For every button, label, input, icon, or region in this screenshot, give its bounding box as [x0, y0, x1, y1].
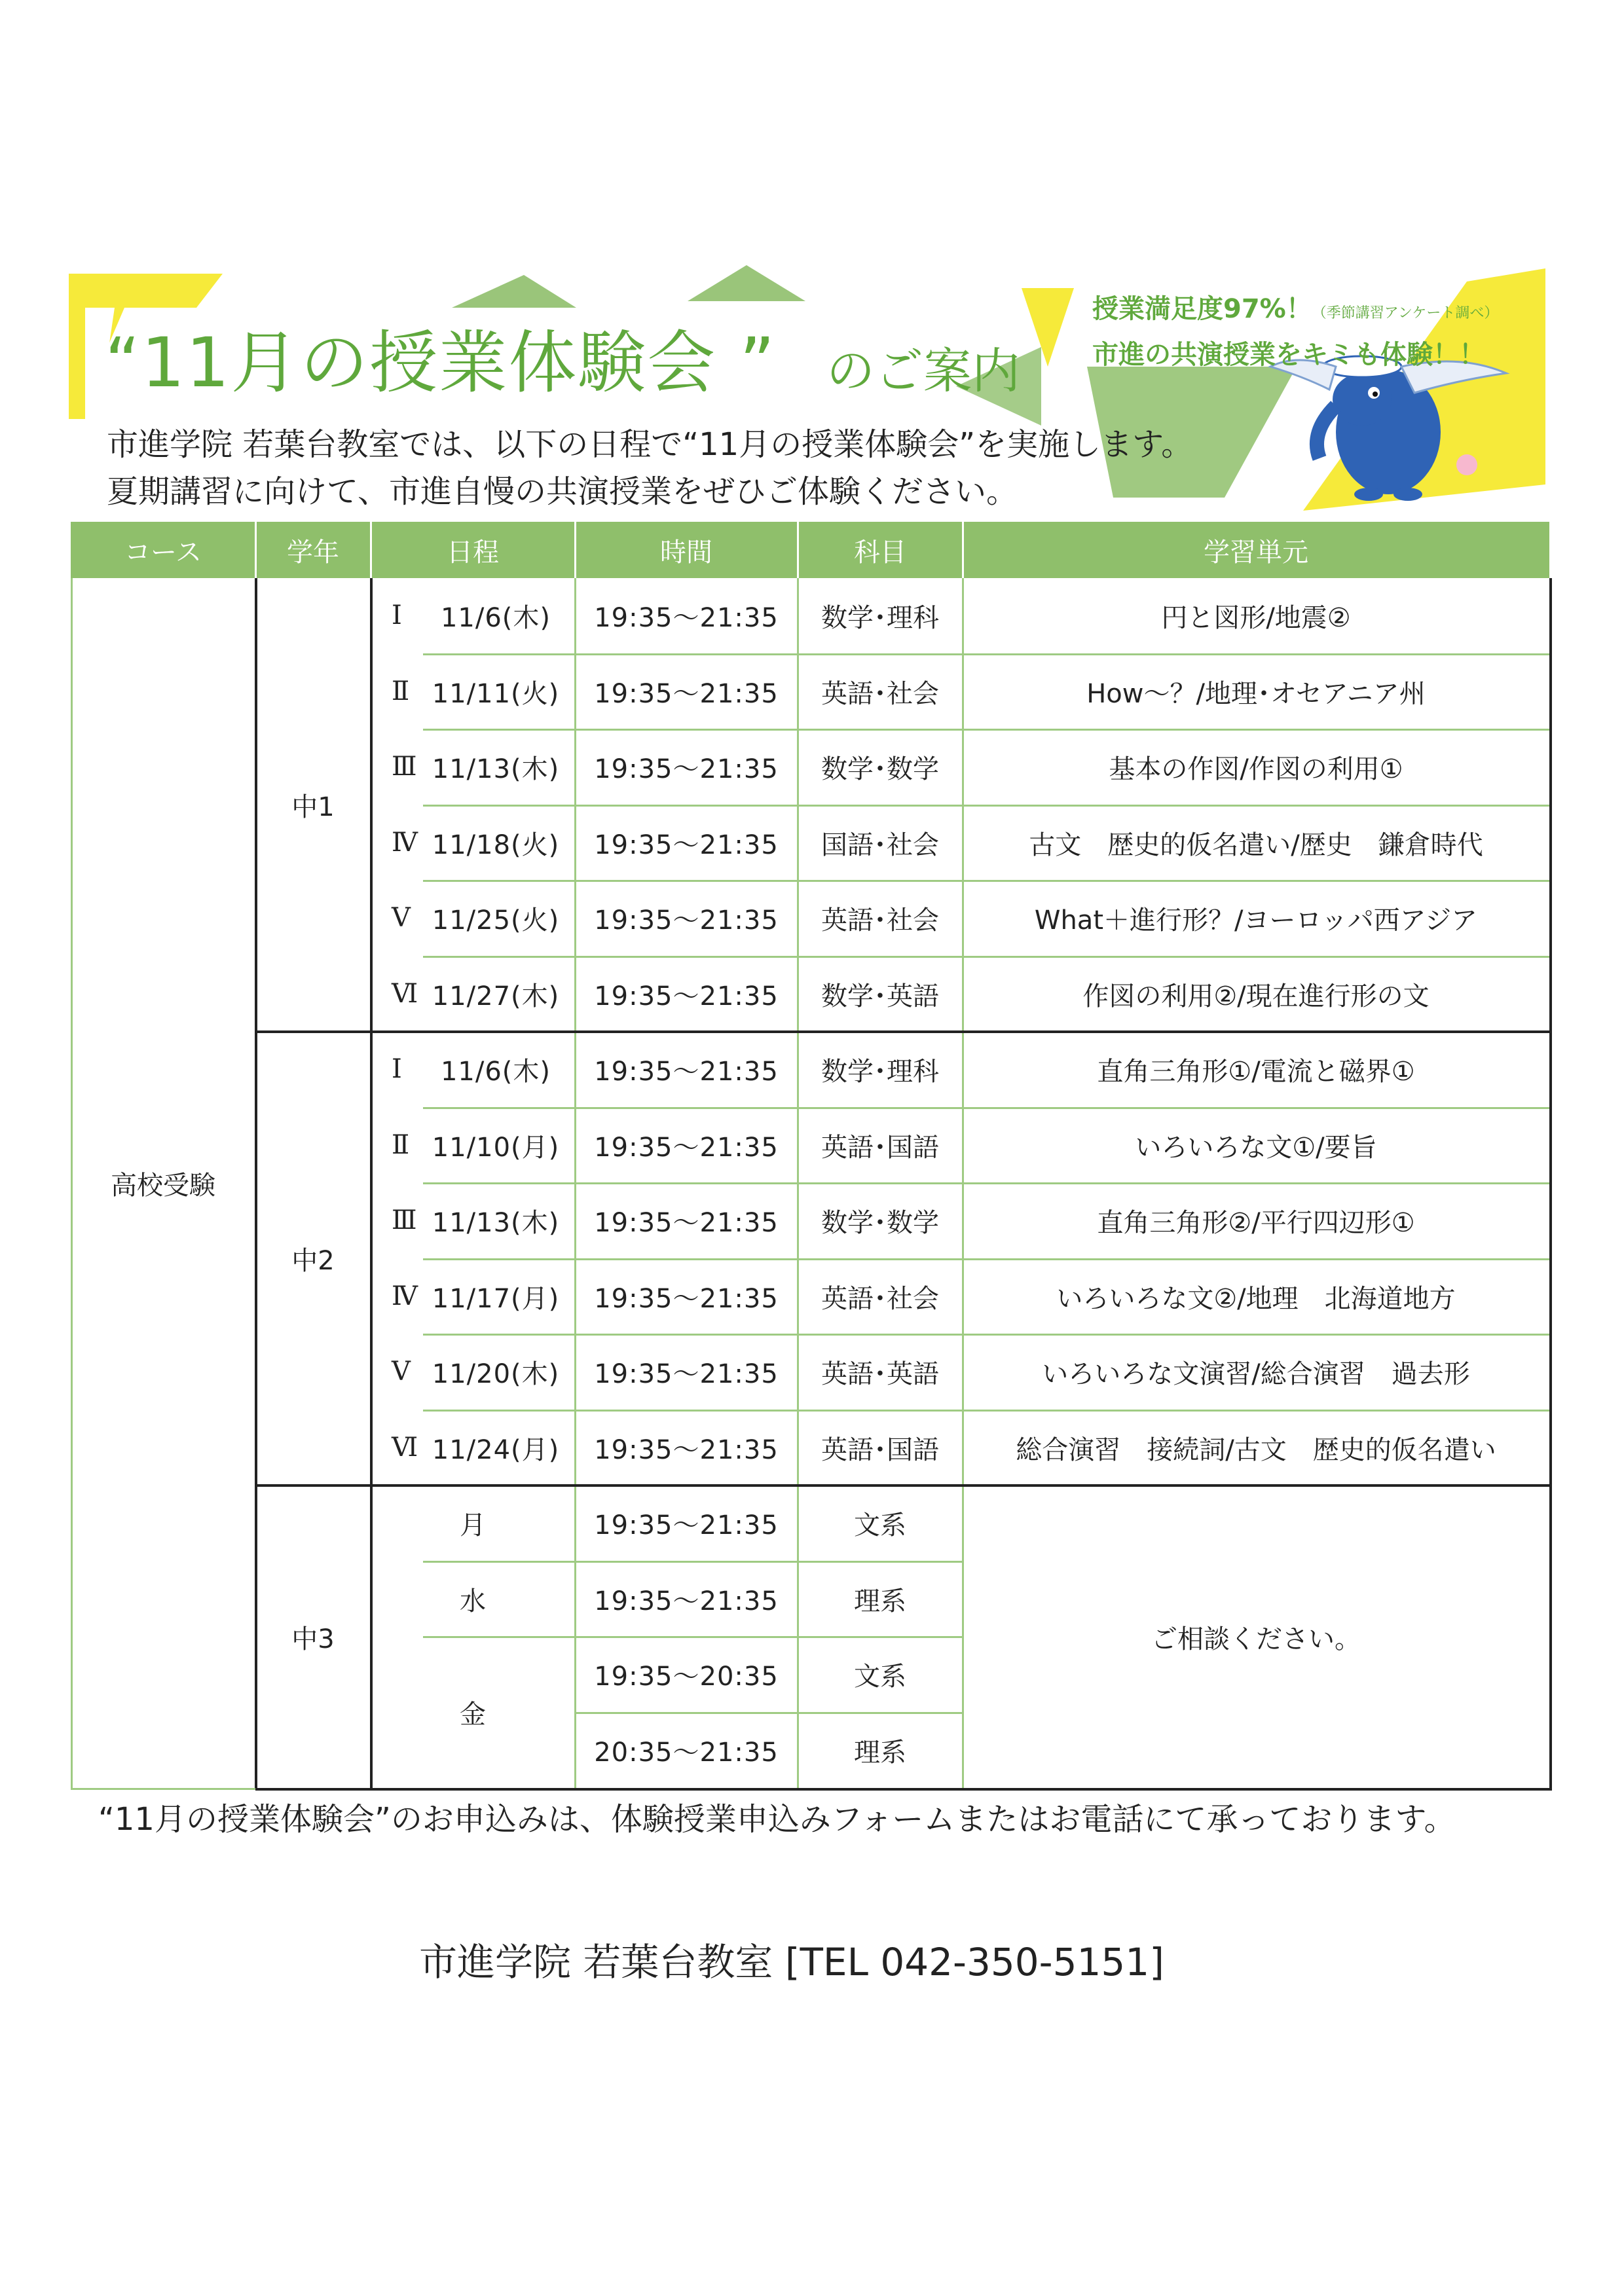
session-subject: 英語･英語	[821, 1359, 939, 1390]
session-date: 11/13(木)	[432, 754, 560, 785]
session-time: 19:35～21:35	[594, 829, 779, 860]
session-subject: 数学･理科	[821, 1057, 939, 1087]
session-number: Ⅰ	[392, 1054, 402, 1084]
session-date: 11/20(木)	[432, 1359, 560, 1390]
day-cell: 金	[460, 1700, 486, 1730]
session-date: 11/6(木)	[440, 603, 551, 634]
day-cell: 水	[460, 1586, 486, 1616]
session-time: 19:35～21:35	[594, 981, 779, 1011]
session-subject: 文系	[854, 1662, 906, 1692]
session-subject: 数学･理科	[821, 603, 939, 634]
session-time: 19:35～21:35	[594, 905, 779, 936]
session-subject: 英語･社会	[821, 905, 939, 936]
session-subject: 理系	[854, 1586, 906, 1616]
session-time: 19:35～21:35	[594, 1434, 779, 1465]
session-unit: What＋進行形？/ヨーロッパ西アジア	[1034, 905, 1478, 936]
green-triangle-2	[688, 265, 805, 301]
session-number: Ⅴ	[392, 903, 411, 933]
session-date: 11/18(火)	[432, 829, 560, 860]
session-subject: 国語･社会	[821, 829, 939, 860]
session-unit: 基本の作図/作図の利用①	[1109, 754, 1403, 785]
session-unit: 作図の利用②/現在進行形の文	[1082, 981, 1430, 1011]
col-header-subject: 科目	[854, 537, 906, 568]
session-date: 11/10(月)	[432, 1132, 560, 1163]
session-subject: 英語･国語	[821, 1132, 939, 1163]
grade-cell: 中2	[291, 1246, 335, 1276]
table-border-bottom-course	[71, 1788, 255, 1790]
session-number: Ⅴ	[392, 1357, 411, 1387]
session-subject: 理系	[854, 1737, 906, 1768]
session-time: 19:35～21:35	[594, 678, 779, 709]
session-number: Ⅲ	[392, 1205, 417, 1235]
application-note: “11月の授業体験会”のお申込みは、体験授業申込みフォームまたはお電話にて承っております。	[98, 1801, 1456, 1838]
session-subject: 英語･社会	[821, 678, 939, 709]
session-date: 11/27(木)	[432, 981, 560, 1011]
green-triangle-1	[452, 275, 576, 308]
contact-info: 市進学院 若葉台教室 [TEL 042-350-5151]	[419, 1940, 1164, 1984]
session-date: 11/11(火)	[432, 678, 560, 709]
session-number: Ⅱ	[392, 1129, 410, 1160]
intro-line-2: 夏期講習に向けて、市進自慢の共演授業をぜひご体験ください。	[107, 473, 1018, 510]
session-date: 11/25(火)	[432, 905, 560, 936]
session-unit: いろいろな文①/要旨	[1135, 1132, 1377, 1163]
session-number: Ⅵ	[392, 1432, 418, 1463]
session-time: 19:35～21:35	[594, 1132, 779, 1163]
promo-satisfaction-note: （季節講習アンケート調べ）	[1312, 305, 1499, 321]
session-subject: 数学･数学	[821, 754, 939, 785]
page-title: “11月の授業体験会 ”	[105, 323, 777, 403]
session-number: Ⅳ	[392, 827, 418, 858]
consult-note: ご相談ください。	[1151, 1624, 1361, 1654]
session-date: 11/17(月)	[432, 1283, 560, 1314]
session-time: 19:35～21:35	[594, 1208, 779, 1239]
course-cell: 高校受験	[111, 1170, 215, 1201]
col-header-date: 日程	[447, 537, 499, 568]
grade-cell: 中3	[291, 1624, 335, 1654]
session-date: 11/24(月)	[432, 1434, 560, 1465]
session-date: 11/6(木)	[440, 1057, 551, 1087]
session-unit: 直角三角形②/平行四辺形①	[1097, 1208, 1415, 1239]
col-header-grade: 学年	[287, 537, 339, 568]
session-time: 19:35～21:35	[594, 1359, 779, 1390]
session-number: Ⅰ	[392, 600, 402, 630]
session-time: 19:35～20:35	[594, 1662, 779, 1692]
session-time: 20:35～21:35	[594, 1737, 779, 1768]
session-subject: 数学･数学	[821, 1208, 939, 1239]
session-unit: いろいろな文②/地理 北海道地方	[1056, 1283, 1456, 1314]
promo-trial: 市進の共演授業をキミも体験！！	[1092, 340, 1485, 370]
col-header-course: コース	[124, 537, 202, 568]
session-number: Ⅵ	[392, 978, 418, 1009]
session-unit: How～？/地理･オセアニア州	[1086, 678, 1426, 709]
day-cell: 月	[460, 1510, 486, 1541]
session-date: 11/13(木)	[432, 1208, 560, 1239]
session-time: 19:35～21:35	[594, 1586, 779, 1616]
session-subject: 文系	[854, 1510, 906, 1541]
session-unit: 古文 歴史的仮名遣い/歴史 鎌倉時代	[1029, 829, 1483, 860]
session-time: 19:35～21:35	[594, 1283, 779, 1314]
session-unit: 直角三角形①/電流と磁界①	[1097, 1057, 1415, 1087]
session-unit: 総合演習 接続詞/古文 歴史的仮名遣い	[1016, 1434, 1496, 1465]
grade-cell: 中1	[291, 792, 335, 822]
session-subject: 数学･英語	[821, 981, 939, 1011]
session-subject: 英語･国語	[821, 1434, 939, 1465]
promo-satisfaction-text: 授業満足度97%！	[1092, 294, 1312, 324]
session-subject: 英語･社会	[821, 1283, 939, 1314]
session-unit: いろいろな文演習/総合演習 過去形	[1042, 1359, 1470, 1390]
session-unit: 円と図形/地震②	[1161, 603, 1351, 634]
session-time: 19:35～21:35	[594, 754, 779, 785]
session-number: Ⅱ	[392, 676, 410, 706]
table-border-bottom	[255, 1788, 1552, 1791]
session-time: 19:35～21:35	[594, 1510, 779, 1541]
page-title-suffix: のご案内	[826, 343, 1020, 399]
col-header-unit: 学習単元	[1204, 537, 1308, 568]
promo-satisfaction	[1092, 288, 1498, 325]
col-header-time: 時間	[660, 537, 712, 568]
session-number: Ⅳ	[392, 1281, 418, 1311]
table-border-right	[1549, 578, 1552, 1788]
session-time: 19:35～21:35	[594, 1057, 779, 1087]
session-time: 19:35～21:35	[594, 603, 779, 634]
session-number: Ⅲ	[392, 752, 417, 782]
intro-line-1: 市進学院 若葉台教室では、以下の日程で“11月の授業体験会”を実施します。	[107, 426, 1193, 463]
